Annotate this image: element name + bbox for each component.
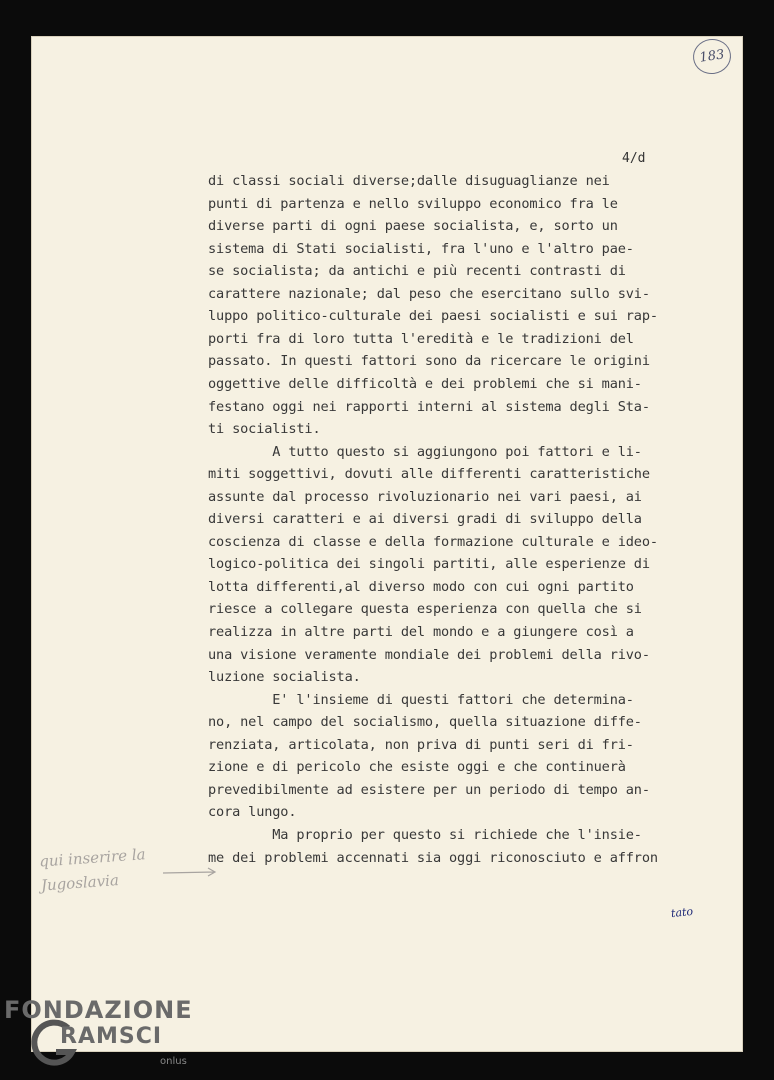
text-line: renziata, articolata, non priva di punti seri di fri- (208, 737, 634, 753)
text-line: diverse parti di ogni paese socialista, e, sorto un (208, 218, 618, 234)
text-line: passato. In questi fattori sono da ricercare le origini (208, 353, 650, 369)
text-line: miti soggettivi, dovuti alle differenti caratteristiche (208, 466, 650, 482)
text-line: assunte dal processo rivoluzionario nei vari paesi, ai (208, 489, 642, 505)
text-line: festano oggi nei rapporti interni al sistema degli Sta- (208, 399, 650, 415)
watermark-logo (0, 990, 200, 1080)
text-line: logico-politica dei singoli partiti, alle esperienze di (208, 556, 650, 572)
watermark-line1: FONDAZIONE (4, 996, 193, 1024)
text-line: Ma proprio per questo si richiede che l'insie- (208, 827, 642, 843)
text-line: porti fra di loro tutta l'eredità e le tradizioni del (208, 331, 634, 347)
archive-stamp-number: 183 (698, 47, 726, 66)
text-line: A tutto questo si aggiungono poi fattori e li- (208, 444, 642, 460)
text-line: luppo politico-culturale dei paesi socialisti e sui rap- (208, 308, 658, 324)
page-number: 4/d (622, 151, 646, 166)
margin-note-pencil: qui inserire la Jugoslavia (38, 845, 147, 895)
text-line: luzione socialista. (208, 669, 361, 685)
handwritten-correction: tato (670, 904, 694, 921)
text-line: riesce a collegare questa esperienza con quella che si (208, 601, 642, 617)
text-line: diversi caratteri e ai diversi gradi di sviluppo della (208, 511, 642, 527)
watermark-line3: onlus (160, 1056, 187, 1067)
text-line: lotta differenti,al diverso modo con cui ogni partito (208, 579, 634, 595)
text-line: zione e di pericolo che esiste oggi e che continuerà (208, 759, 626, 775)
text-line: realizza in altre parti del mondo e a giungere così a (208, 624, 634, 640)
text-line: carattere nazionale; dal peso che esercitano sullo svi- (208, 286, 650, 302)
arrow-icon (162, 866, 218, 878)
text-line: me dei problemi accennati sia oggi riconosciuto e affron (208, 850, 658, 866)
text-line: di classi sociali diverse;dalle disuguaglianze nei (208, 173, 610, 189)
text-line: cora lungo. (208, 804, 297, 820)
text-line: prevedibilmente ad esistere per un periodo di tempo an- (208, 782, 650, 798)
text-line: se socialista; da antichi e più recenti contrasti di (208, 263, 626, 279)
text-line: sistema di Stati socialisti, fra l'uno e l'altro pae- (208, 241, 634, 257)
text-line: E' l'insieme di questi fattori che determina- (208, 692, 634, 708)
text-line: ti socialisti. (208, 421, 321, 437)
text-line: una visione veramente mondiale dei problemi della rivo- (208, 647, 650, 663)
text-line: oggettive delle difficoltà e dei problemi che si mani- (208, 376, 642, 392)
text-line: punti di partenza e nello sviluppo economico fra le (208, 196, 618, 212)
text-line: no, nel campo del socialismo, quella situazione diffe- (208, 714, 642, 730)
text-line: coscienza di classe e della formazione culturale e ideo- (208, 534, 658, 550)
watermark-line2: RAMSCI (60, 1024, 163, 1049)
